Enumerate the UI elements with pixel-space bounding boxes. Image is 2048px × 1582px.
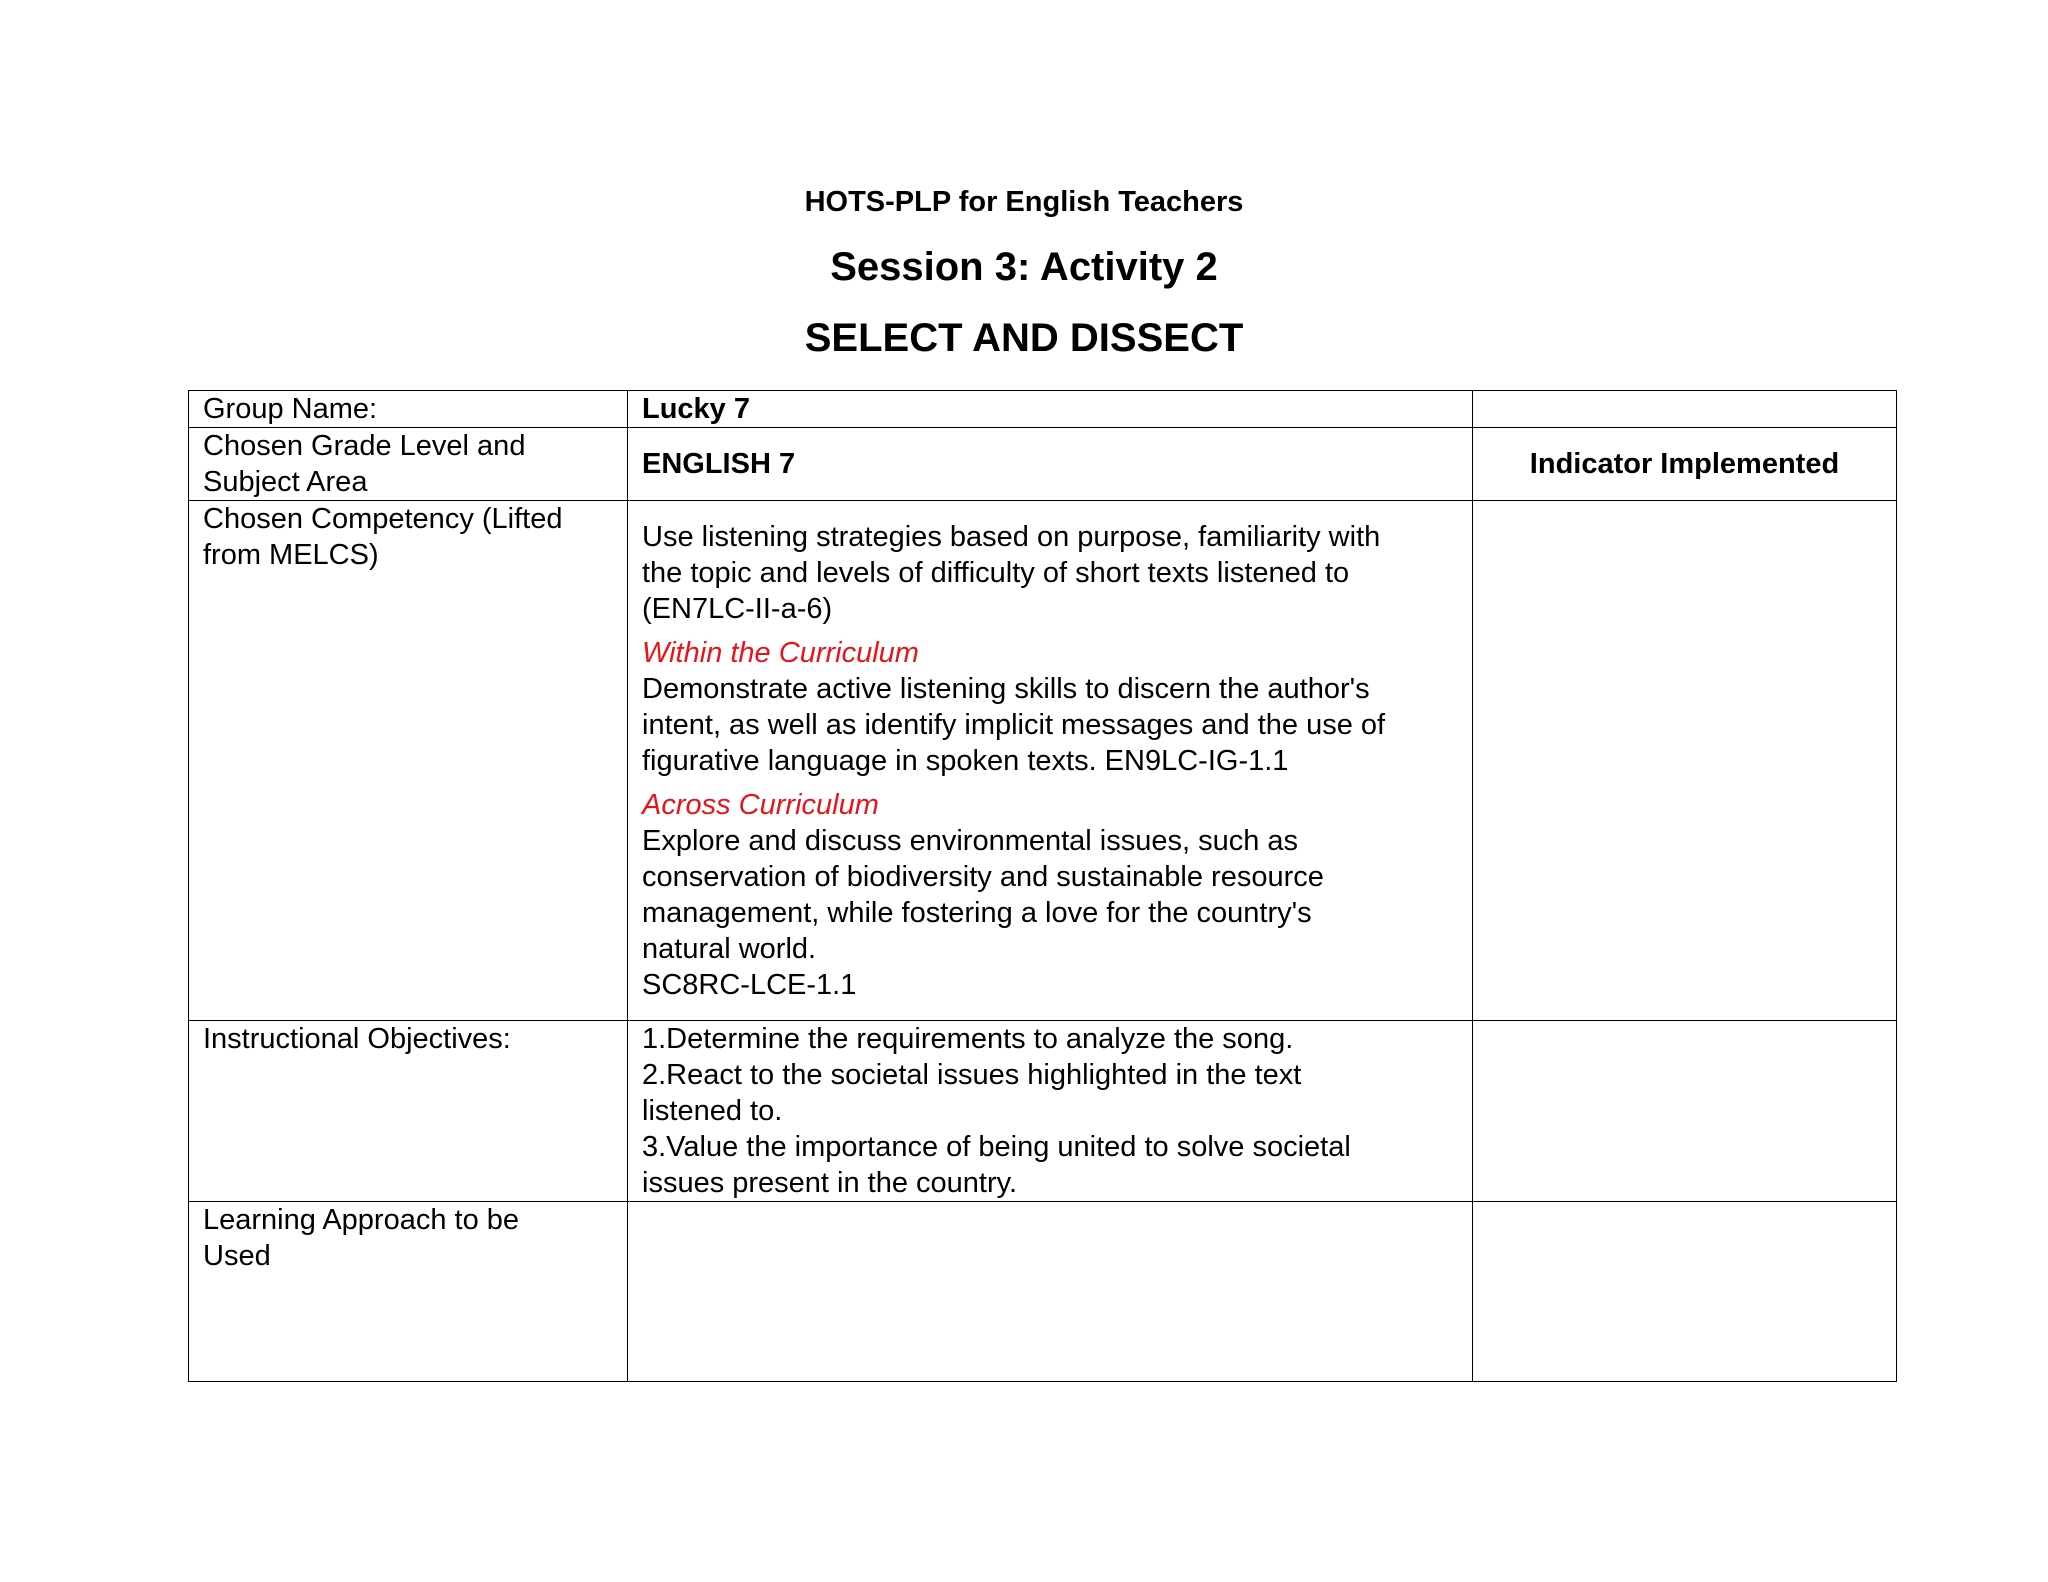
grade-level-value-text: ENGLISH 7: [642, 448, 796, 480]
objectives-label: [189, 1021, 628, 1202]
within-curriculum-line1: Demonstrate active listening skills to discern the author's: [642, 673, 1370, 705]
across-curriculum-heading: Across Curriculum: [642, 789, 879, 821]
competency-main-line3: (EN7LC-II-a-6): [642, 593, 833, 625]
grade-level-value: [628, 428, 1473, 501]
grade-level-label-line2: Subject Area: [203, 466, 368, 498]
grade-level-label: [189, 428, 628, 501]
across-curriculum-line3: management, while fostering a love for the country's: [642, 897, 1312, 929]
page-title: SELECT AND DISSECT: [804, 316, 1244, 360]
indicator-implemented-header: [1473, 428, 1897, 501]
competency-main-line2: the topic and levels of difficulty of short texts listened to: [642, 557, 1350, 589]
across-curriculum-line2: conservation of biodiversity and sustainable resource: [642, 861, 1324, 893]
group-name-value: [628, 391, 1473, 428]
within-curriculum-line2: intent, as well as identify implicit messages and the use of: [642, 709, 1386, 741]
learning-approach-label: [189, 1202, 628, 1382]
group-name-label-text: Group Name:: [203, 393, 378, 425]
learning-approach-label-line1: Learning Approach to be: [203, 1204, 520, 1236]
objectives-label-text: Instructional Objectives:: [203, 1023, 511, 1055]
learning-approach-indicator-cell: [1473, 1202, 1897, 1382]
competency-main-line1: Use listening strategies based on purpose, familiarity with: [642, 521, 1381, 553]
table-row-objectives: [189, 1021, 1897, 1202]
table-row-grade-level: [189, 428, 1897, 501]
session-heading: Session 3: Activity 2: [830, 245, 1218, 289]
learning-approach-label-line2: Used: [203, 1240, 271, 1272]
learning-approach-content: [628, 1202, 1473, 1382]
across-curriculum-line1: Explore and discuss environmental issues, such as: [642, 825, 1299, 857]
competency-label-line2: from MELCS): [203, 539, 379, 571]
grade-level-label-line1: Chosen Grade Level and: [203, 430, 526, 462]
competency-label: [189, 501, 628, 1021]
table-row-competency: [189, 501, 1897, 1021]
across-curriculum-line4: natural world.: [642, 933, 817, 965]
objective-line3: listened to.: [642, 1095, 783, 1127]
table-row-learning-approach: [189, 1202, 1897, 1382]
across-curriculum-code: SC8RC-LCE-1.1: [642, 969, 857, 1001]
table-row-group-name: [189, 391, 1897, 428]
competency-content: [628, 501, 1473, 1021]
objective-line1: 1.Determine the requirements to analyze the song.: [642, 1023, 1294, 1055]
indicator-implemented-text: Indicator Implemented: [1529, 448, 1840, 480]
within-curriculum-line3: figurative language in spoken texts. EN9LC-IG-1.1: [642, 745, 1289, 777]
objective-line4: 3.Value the importance of being united to solve societal: [642, 1131, 1351, 1163]
objective-line2: 2.React to the societal issues highlighted in the text: [642, 1059, 1302, 1091]
competency-label-line1: Chosen Competency (Lifted: [203, 503, 563, 535]
group-name-label: [189, 391, 628, 428]
objectives-indicator-cell: [1473, 1021, 1897, 1202]
within-curriculum-heading: Within the Curriculum: [642, 637, 919, 669]
objective-line5: issues present in the country.: [642, 1167, 1018, 1199]
competency-indicator-cell: [1473, 501, 1897, 1021]
group-name-value-text: Lucky 7: [642, 393, 750, 425]
document-subtitle: HOTS-PLP for English Teachers: [804, 186, 1244, 218]
objectives-content: [628, 1021, 1473, 1202]
lesson-plan-table: [188, 390, 1897, 1382]
group-name-indicator-cell: [1473, 391, 1897, 428]
